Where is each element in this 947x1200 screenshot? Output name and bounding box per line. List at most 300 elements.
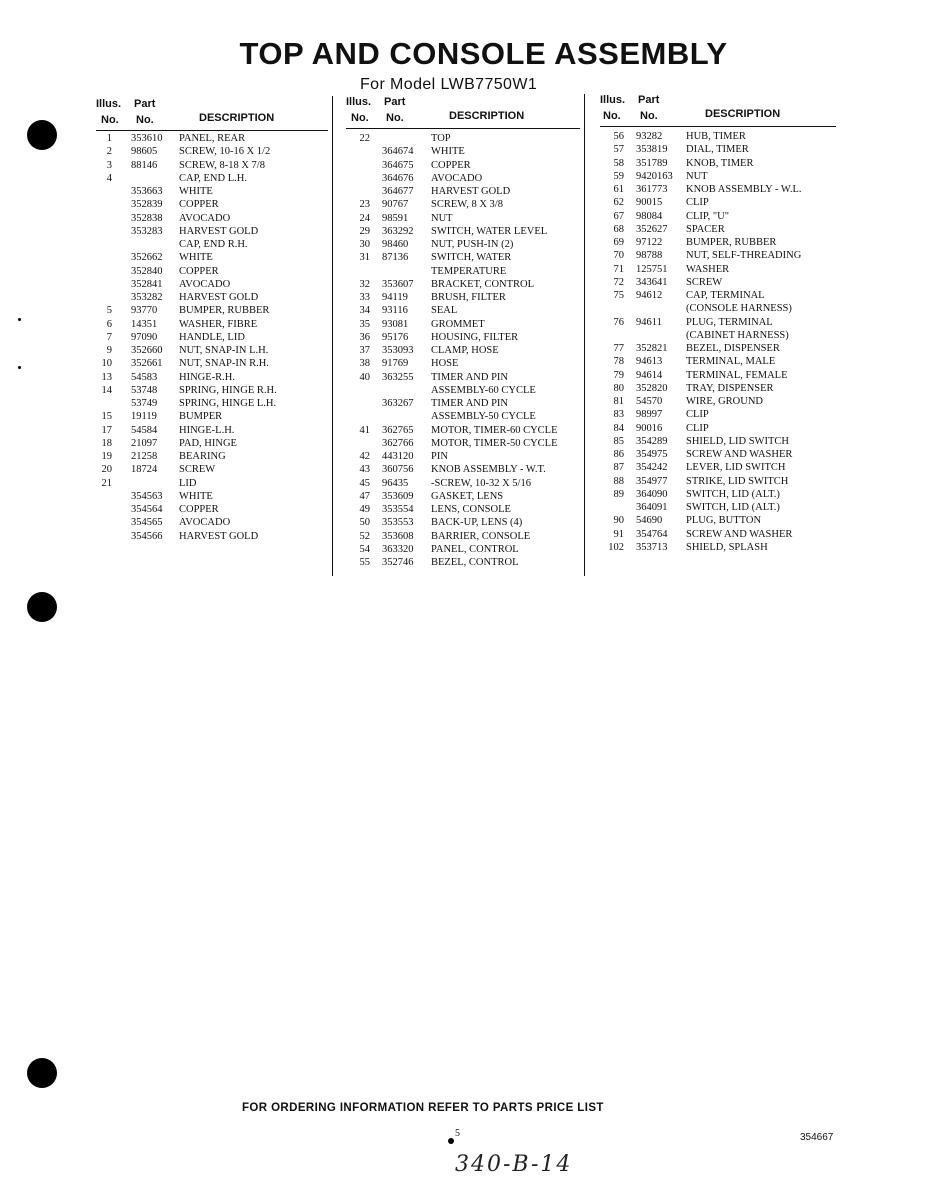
part-number: 354242: [636, 462, 668, 474]
part-description: COPPER: [179, 504, 219, 515]
table-row: [600, 355, 840, 368]
illus-number: 32: [359, 278, 370, 290]
part-description: BRACKET, CONTROL: [431, 278, 535, 290]
part-description: TIMER AND PIN: [431, 371, 509, 383]
table-row: [96, 172, 336, 185]
table-row: [600, 382, 840, 395]
part-description: BARRIER, CONSOLE: [431, 530, 531, 542]
illus-number: 79: [613, 369, 624, 381]
table-row: [346, 490, 591, 503]
part-number: 353093: [382, 345, 414, 356]
part-number: 19119: [131, 411, 157, 423]
part-number: 352662: [131, 252, 163, 264]
part-description: BUMPER, RUBBER: [179, 305, 270, 317]
part-number: 352839: [131, 199, 163, 211]
part-number: 354289: [636, 435, 668, 447]
illus-label: Illus.: [346, 96, 372, 108]
part-number: 90015: [636, 197, 663, 209]
part-description: BEZEL, DISPENSER: [686, 343, 780, 354]
table-row: [96, 145, 336, 158]
part-description: SWITCH, LID (ALT.): [686, 488, 780, 500]
part-description: TIMER AND PIN: [431, 398, 509, 409]
description-label: DESCRIPTION: [705, 108, 781, 120]
table-row: [346, 238, 591, 251]
table-row: [346, 556, 591, 569]
part-description: SCREW, 10-16 X 1/2: [179, 146, 271, 158]
handwritten-note: 340-B-14: [455, 1152, 573, 1177]
part-description: BUMPER, RUBBER: [686, 237, 777, 248]
table-row: [346, 530, 591, 543]
part-number: 364676: [382, 172, 414, 184]
table-row: [600, 342, 840, 355]
binder-hole-bottom: [27, 1058, 57, 1088]
part-number: 97090: [131, 331, 158, 343]
part-number: 353610: [131, 133, 163, 144]
illus-number: 45: [359, 477, 370, 489]
parts-column-1: [96, 96, 336, 543]
table-row: [600, 528, 840, 541]
table-row: [96, 424, 336, 437]
part-number: 18724: [131, 464, 158, 476]
illus-number: 37: [359, 345, 370, 356]
part-description: PIN: [431, 451, 448, 462]
part-description: TRAY, DISPENSER: [686, 382, 774, 394]
part-description: PLUG, BUTTON: [686, 515, 762, 527]
part-description: WHITE: [179, 186, 213, 197]
part-number: 54690: [636, 515, 663, 527]
illus-number: 50: [359, 517, 370, 529]
part-description: GROMMET: [431, 318, 485, 330]
illus-number: 89: [613, 488, 624, 500]
ordering-note: FOR ORDERING INFORMATION REFER TO PARTS PRICE LIST: [242, 1102, 604, 1114]
part-description: HARVEST GOLD: [179, 292, 259, 303]
part-number: 90016: [636, 422, 663, 434]
part-description: WASHER, FIBRE: [179, 318, 258, 330]
part-number: 94119: [382, 292, 408, 303]
column-header: [600, 92, 840, 128]
table-row: [346, 437, 591, 450]
part-number: 352821: [636, 343, 668, 354]
part-description: HINGE-R.H.: [179, 371, 235, 383]
part-number: 125751: [636, 263, 668, 275]
part-number: 88146: [131, 159, 158, 171]
table-row: [96, 516, 336, 529]
part-number: 93081: [382, 318, 409, 330]
table-row: [600, 263, 840, 276]
table-row: [346, 410, 591, 423]
table-row: [346, 424, 591, 437]
illus-number: 42: [359, 451, 370, 462]
header-rule: [600, 126, 836, 127]
illus-number: 1: [106, 133, 112, 144]
table-row: [346, 198, 591, 211]
part-number: 97122: [636, 237, 663, 248]
part-number: 353553: [382, 517, 414, 529]
illus-number: 88: [613, 475, 624, 487]
illus-number: 77: [613, 343, 624, 354]
header-rule: [346, 128, 580, 129]
table-row: [600, 395, 840, 408]
table-row: [600, 289, 840, 302]
table-row: [346, 304, 591, 317]
part-description: AVOCADO: [179, 278, 231, 290]
part-description: HARVEST GOLD: [431, 186, 511, 197]
table-row: [600, 236, 840, 249]
illus-number: 80: [613, 382, 624, 394]
parts-rows: [346, 132, 591, 569]
part-label: Part: [384, 96, 406, 108]
scan-speck: [18, 318, 21, 321]
illus-number: 23: [359, 199, 370, 211]
table-row: [600, 196, 840, 209]
part-description: NUT, SNAP-IN L.H.: [179, 345, 269, 356]
illus-number: 71: [613, 263, 624, 275]
part-number: 354566: [131, 530, 163, 542]
table-row: [346, 543, 591, 556]
part-number: 352627: [636, 223, 668, 235]
part-number: 363292: [382, 225, 414, 237]
illus-number: 22: [359, 133, 370, 144]
part-description: CLIP: [686, 197, 709, 209]
table-row: [96, 265, 336, 278]
part-description: PANEL, REAR: [179, 133, 246, 144]
header-rule: [96, 130, 328, 131]
part-description: SCREW, 8-18 X 7/8: [179, 159, 265, 171]
illus-number: 84: [613, 422, 624, 434]
part-no-label: No.: [136, 114, 154, 126]
part-description: TERMINAL, MALE: [686, 356, 776, 368]
table-row: [96, 132, 336, 145]
scan-speck: [18, 366, 21, 369]
part-description: -SCREW, 10-32 X 5/16: [431, 477, 531, 489]
part-number: 53748: [131, 384, 158, 396]
part-description: HARVEST GOLD: [179, 225, 259, 237]
part-number: 352660: [131, 345, 163, 356]
table-row: [600, 435, 840, 448]
table-row: [346, 172, 591, 185]
illus-number: 54: [359, 543, 370, 555]
part-description: GASKET, LENS: [431, 490, 504, 502]
table-row: [600, 183, 840, 196]
part-description: BRUSH, FILTER: [431, 292, 506, 303]
table-row: [600, 276, 840, 289]
part-number: 364090: [636, 488, 668, 500]
part-number: 354563: [131, 490, 163, 502]
table-row: [600, 302, 840, 315]
description-label: DESCRIPTION: [199, 112, 275, 124]
table-row: [346, 357, 591, 370]
illus-number: 40: [359, 371, 370, 383]
illus-number: 85: [613, 435, 624, 447]
table-row: [600, 501, 840, 514]
illus-number: 72: [613, 276, 624, 288]
part-description: AVOCADO: [431, 172, 483, 184]
table-row: [96, 344, 336, 357]
part-description: LENS, CONSOLE: [431, 504, 511, 515]
table-row: [600, 461, 840, 474]
page-dot: [448, 1138, 454, 1144]
part-number: 93282: [636, 131, 663, 142]
table-row: [96, 450, 336, 463]
illus-number: 33: [359, 292, 370, 303]
table-row: [346, 159, 591, 172]
table-row: [600, 157, 840, 170]
table-row: [600, 170, 840, 183]
illus-number: 14: [101, 384, 112, 396]
table-row: [96, 477, 336, 490]
parts-column-2: [346, 94, 591, 569]
illus-number: 18: [101, 437, 112, 449]
part-description: NUT: [686, 170, 708, 182]
illus-number: 2: [106, 146, 112, 158]
illus-number: 83: [613, 409, 624, 421]
table-row: [96, 225, 336, 238]
table-row: [600, 369, 840, 382]
part-number: 93116: [382, 305, 408, 317]
table-row: [600, 408, 840, 421]
table-row: [96, 384, 336, 397]
table-row: [96, 198, 336, 211]
illus-number: 78: [613, 356, 624, 368]
table-row: [346, 450, 591, 463]
column-header: [96, 96, 336, 132]
illus-number: 24: [359, 212, 370, 224]
part-number: 353663: [131, 186, 163, 197]
illus-number: 67: [613, 210, 624, 222]
illus-number: 20: [101, 464, 112, 476]
part-number: 360756: [382, 464, 414, 476]
column-divider: [584, 94, 585, 576]
table-row: [600, 422, 840, 435]
illus-number: 34: [359, 305, 370, 317]
illus-number: 55: [359, 557, 370, 568]
part-number: 352746: [382, 557, 414, 568]
page-title: TOP AND CONSOLE ASSEMBLY: [239, 36, 728, 71]
table-row: [346, 463, 591, 476]
part-description: WASHER: [686, 263, 730, 275]
table-row: [96, 185, 336, 198]
part-description: HUB, TIMER: [686, 131, 746, 142]
table-row: [96, 503, 336, 516]
table-row: [96, 238, 336, 251]
illus-number: 47: [359, 490, 370, 502]
illus-no-label: No.: [101, 114, 119, 126]
part-description: BUMPER: [179, 411, 223, 423]
illus-number: 21: [101, 477, 112, 489]
part-description: CLIP, "U": [686, 210, 729, 222]
table-row: [346, 185, 591, 198]
part-description: CLIP: [686, 422, 709, 434]
illus-number: 4: [106, 172, 112, 184]
part-description: TERMINAL, FEMALE: [686, 369, 788, 381]
illus-number: 41: [359, 424, 370, 436]
parts-column-3: [600, 92, 840, 554]
part-number: 54583: [131, 371, 158, 383]
part-number: 364675: [382, 159, 414, 171]
illus-number: 62: [613, 197, 624, 209]
part-description: PANEL, CONTROL: [431, 543, 519, 555]
table-row: [96, 371, 336, 384]
illus-number: 86: [613, 449, 624, 460]
part-description: SCREW, 8 X 3/8: [431, 199, 503, 211]
table-row: [600, 475, 840, 488]
part-description: HANDLE, LID: [179, 331, 245, 343]
part-description: LID: [179, 477, 197, 489]
part-description: BEARING: [179, 451, 226, 462]
table-row: [600, 249, 840, 262]
illus-label: Illus.: [600, 94, 626, 106]
illus-number: 58: [613, 157, 624, 169]
table-row: [96, 212, 336, 225]
table-row: [96, 490, 336, 503]
part-number: 352820: [636, 382, 668, 394]
part-description: SHIELD, LID SWITCH: [686, 435, 789, 447]
part-description: SPRING, HINGE R.H.: [179, 384, 277, 396]
part-number: 354564: [131, 504, 163, 515]
table-row: [600, 514, 840, 527]
illus-number: 30: [359, 239, 370, 250]
binder-hole-top: [27, 120, 57, 150]
part-description: NUT, PUSH-IN (2): [431, 239, 514, 250]
part-description: HOUSING, FILTER: [431, 331, 519, 343]
table-row: [96, 357, 336, 370]
part-number: 363267: [382, 398, 414, 409]
part-number: 353282: [131, 292, 163, 303]
illus-number: 19: [101, 451, 112, 462]
part-description: WIRE, GROUND: [686, 396, 763, 407]
part-description: TEMPERATURE: [431, 265, 507, 277]
illus-number: 52: [359, 530, 370, 542]
part-description: CAP, TERMINAL: [686, 290, 765, 301]
illus-number: 70: [613, 250, 624, 262]
part-description: SCREW AND WASHER: [686, 449, 793, 460]
part-description: KNOB ASSEMBLY - W.T.: [431, 464, 546, 476]
part-number: 353607: [382, 278, 414, 290]
table-row: [600, 210, 840, 223]
part-description: DIAL, TIMER: [686, 144, 749, 156]
part-number: 54570: [636, 396, 663, 407]
part-number: 98605: [131, 146, 158, 158]
table-row: [600, 329, 840, 342]
table-row: [96, 159, 336, 172]
part-number: 53749: [131, 398, 158, 409]
part-description: AVOCADO: [179, 517, 231, 529]
table-row: [346, 384, 591, 397]
part-description: NUT, SELF-THREADING: [686, 250, 802, 262]
illus-number: 10: [101, 358, 112, 370]
part-number: 352840: [131, 265, 163, 277]
illus-number: 29: [359, 225, 370, 237]
part-description: KNOB, TIMER: [686, 157, 754, 169]
table-row: [346, 225, 591, 238]
part-number: 362765: [382, 424, 414, 436]
table-row: [96, 410, 336, 423]
part-label: Part: [134, 98, 156, 110]
part-description: SCREW: [179, 464, 216, 476]
description-label: DESCRIPTION: [449, 110, 525, 122]
illus-number: 87: [613, 462, 624, 474]
part-number: 354764: [636, 528, 668, 540]
table-row: [346, 503, 591, 516]
table-row: [346, 371, 591, 384]
document-code: 354667: [800, 1132, 834, 1143]
illus-number: 90: [613, 515, 624, 527]
part-description: COPPER: [179, 265, 219, 277]
part-number: 98788: [636, 250, 663, 262]
part-number: 87136: [382, 252, 409, 264]
part-number: 54584: [131, 424, 158, 436]
illus-number: 76: [613, 316, 624, 328]
part-number: 362766: [382, 437, 414, 449]
part-number: 94614: [636, 369, 663, 381]
part-description: CAP, END L.H.: [179, 172, 247, 184]
illus-no-label: No.: [603, 110, 621, 122]
parts-rows: [96, 132, 336, 543]
part-number: 354977: [636, 475, 668, 487]
part-number: 352661: [131, 358, 163, 370]
part-number: 93770: [131, 305, 158, 317]
part-description: PAD, HINGE: [179, 437, 237, 449]
part-description: ASSEMBLY-50 CYCLE: [431, 411, 536, 423]
part-description: SWITCH, LID (ALT.): [686, 502, 780, 513]
part-number: 352838: [131, 212, 163, 224]
part-description: SCREW: [686, 276, 723, 288]
column-divider: [332, 96, 333, 576]
part-number: 21258: [131, 451, 158, 462]
part-number: 98460: [382, 239, 409, 250]
table-row: [346, 145, 591, 158]
part-number: 95176: [382, 331, 409, 343]
table-row: [346, 212, 591, 225]
part-number: 14351: [131, 318, 158, 330]
part-number: 353609: [382, 490, 414, 502]
illus-number: 17: [101, 424, 112, 436]
part-number: 363320: [382, 543, 414, 555]
part-description: WHITE: [179, 252, 213, 264]
part-description: CLIP: [686, 409, 709, 421]
column-header: [346, 94, 591, 130]
part-number: 361773: [636, 184, 668, 195]
table-row: [600, 143, 840, 156]
table-row: [600, 541, 840, 554]
table-row: [600, 130, 840, 143]
table-row: [346, 477, 591, 490]
table-row: [96, 304, 336, 317]
part-number: 90767: [382, 199, 409, 211]
table-row: [346, 278, 591, 291]
illus-no-label: No.: [351, 112, 369, 124]
illus-number: 38: [359, 358, 370, 370]
table-row: [96, 463, 336, 476]
part-number: 351789: [636, 157, 668, 169]
illus-number: 91: [613, 528, 624, 540]
part-description: ASSEMBLY-60 CYCLE: [431, 384, 536, 396]
part-number: 98997: [636, 409, 663, 421]
page-number: 5: [455, 1128, 460, 1139]
part-no-label: No.: [386, 112, 404, 124]
illus-number: 13: [101, 371, 112, 383]
table-row: [96, 437, 336, 450]
part-description: CLAMP, HOSE: [431, 345, 499, 356]
illus-number: 15: [101, 411, 112, 423]
part-description: WHITE: [431, 146, 465, 158]
part-number: 443120: [382, 451, 414, 462]
part-description: PLUG, TERMINAL: [686, 316, 773, 328]
table-row: [346, 132, 591, 145]
table-row: [600, 448, 840, 461]
part-number: 354565: [131, 517, 163, 529]
illus-number: 69: [613, 237, 624, 248]
